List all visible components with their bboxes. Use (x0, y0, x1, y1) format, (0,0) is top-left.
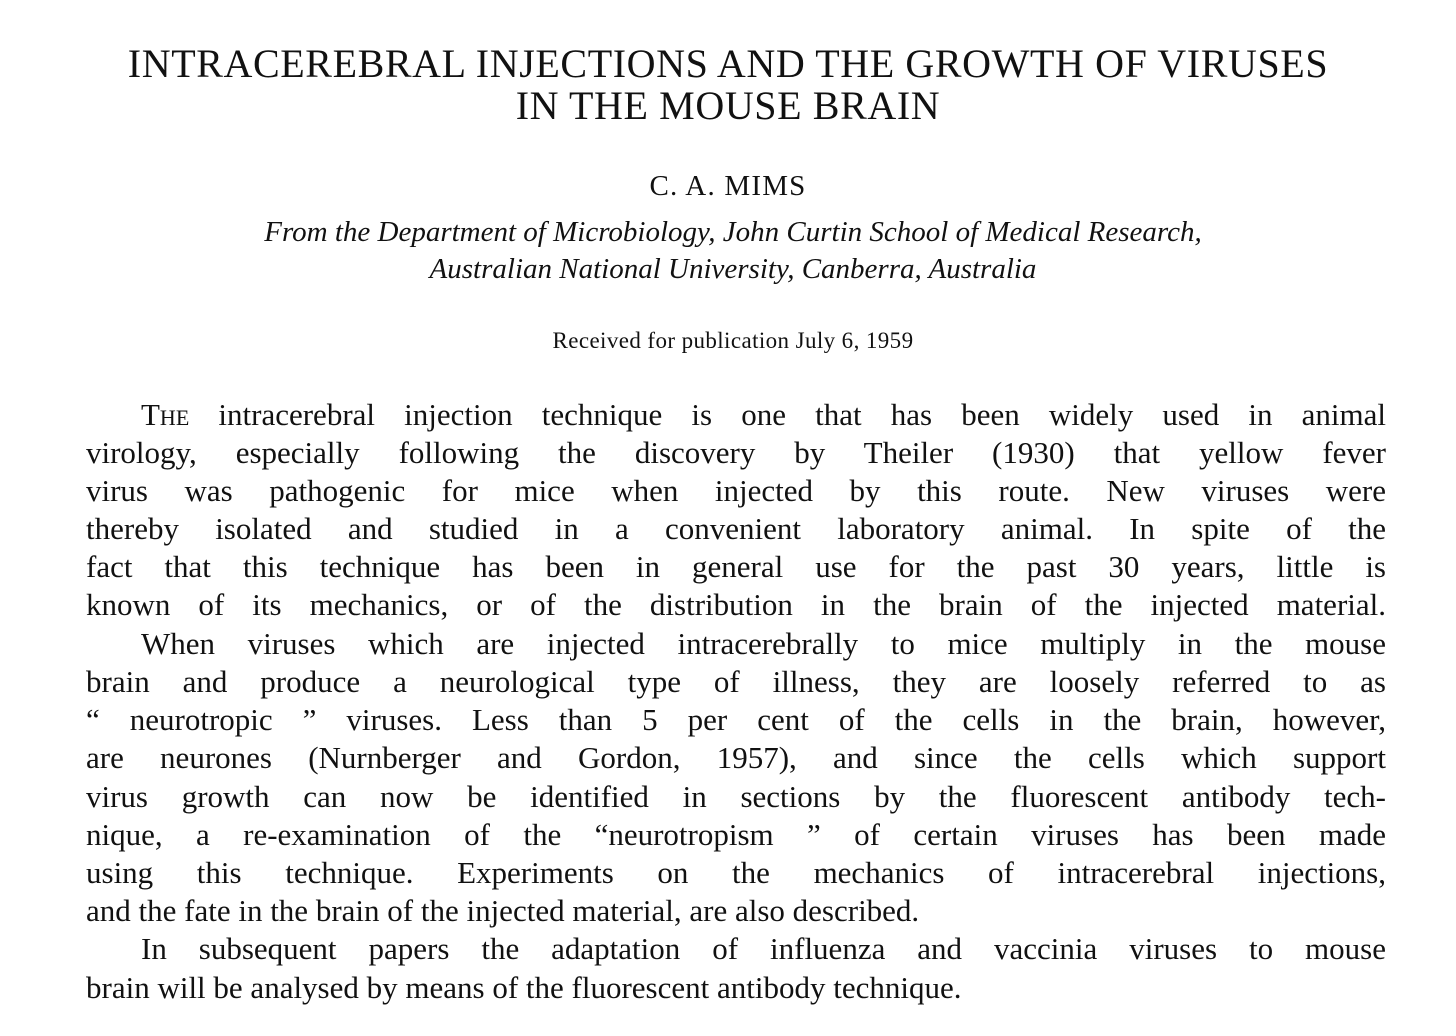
paragraph-2-line-2: brain and produce a neurological type of illness, they are loosely referred to as (86, 664, 1386, 699)
paragraph-1-line-3: virus was pathogenic for mice when injected by this route. New viruses were (86, 473, 1386, 508)
paragraph-2-line-3: “ neurotropic ” viruses. Less than 5 per cent of the cells in the brain, however, (86, 702, 1386, 737)
received-date: Received for publication July 6, 1959 (552, 328, 914, 353)
paragraph-1-line-4: thereby isolated and studied in a convenient laboratory animal. In spite of the (86, 511, 1386, 546)
paragraph-1-opening-word: The (141, 397, 190, 432)
paragraph-1-line-2: virology, especially following the discovery by Theiler (1930) that yellow fever (86, 435, 1386, 470)
paragraph-3-line-1: In subsequent papers the adaptation of influenza and vaccinia viruses to mouse (141, 931, 1386, 966)
paragraph-1-line-6: known of its mechanics, or of the distribution in the brain of the injected material. (86, 587, 1386, 622)
paragraph-2-line-4: are neurones (Nurnberger and Gordon, 1957), and since the cells which support (86, 740, 1386, 775)
title-line-2: IN THE MOUSE BRAIN (515, 83, 941, 128)
paragraph-3-line-2: brain will be analysed by means of the fluorescent antibody technique. (86, 970, 962, 1005)
paragraph-2-line-5: virus growth can now be identified in sections by the fluorescent antibody tech- (86, 779, 1386, 814)
paragraph-2-line-7: using this technique. Experiments on the mechanics of intracerebral injections, (86, 855, 1386, 890)
paragraph-1-line-5: fact that this technique has been in general use for the past 30 years, little is (86, 549, 1386, 584)
affiliation-line-1: From the Department of Microbiology, John Curtin School of Medical Research, (264, 216, 1202, 248)
paragraph-2-line-8: and the fate in the brain of the injected material, are also described. (86, 893, 920, 928)
paragraph-2-line-6: nique, a re-examination of the “neurotropism ” of certain viruses has been made (86, 817, 1386, 852)
affiliation-line-2: Australian National University, Canberra, Australia (429, 253, 1037, 285)
title-line-1: INTRACEREBRAL INJECTIONS AND THE GROWTH OF VIRUSES (127, 41, 1329, 86)
paragraph-1-line-1 (141, 396, 1386, 434)
paragraph-2-line-1: When viruses which are injected intracerebrally to mice multiply in the mouse (141, 626, 1386, 661)
author-name: C. A. MIMS (649, 170, 807, 202)
paragraph-1-line-1-text: intracerebral injection technique is one that has been widely used in animal (189, 397, 1386, 432)
